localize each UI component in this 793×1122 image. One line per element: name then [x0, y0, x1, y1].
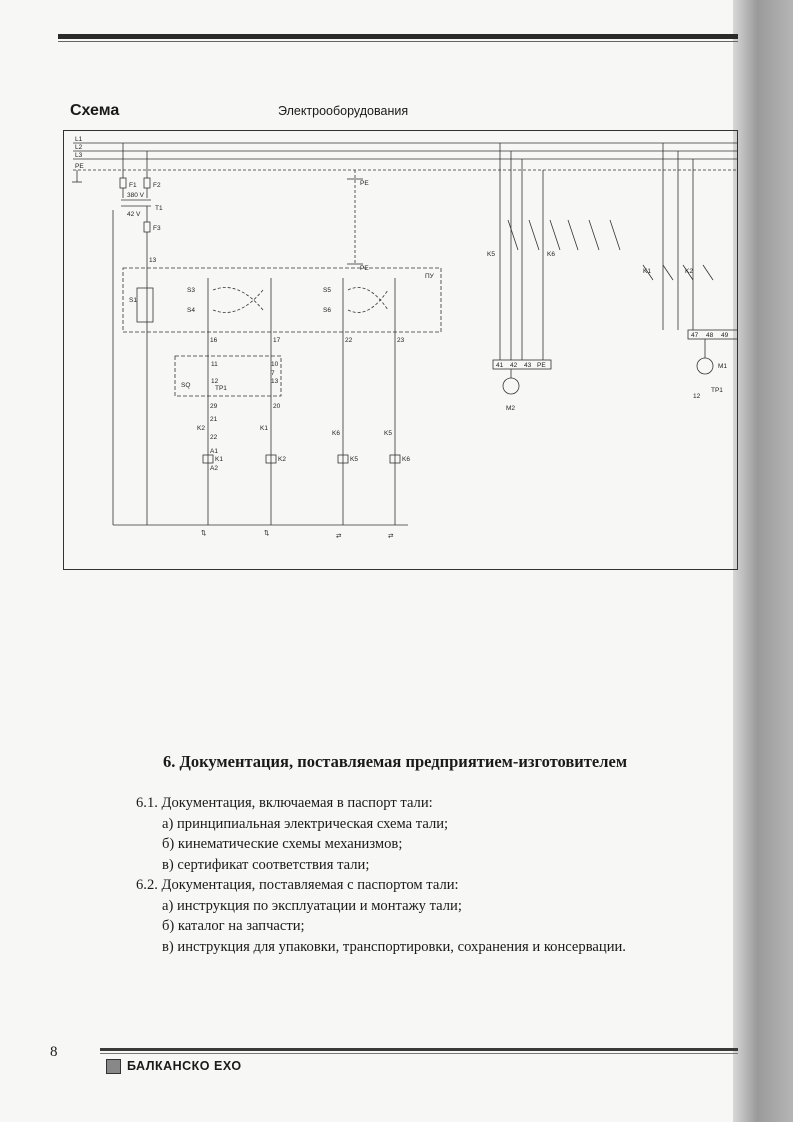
header-rule [58, 34, 738, 39]
coil-label: K1 [215, 456, 223, 463]
terminal-label: 42 [510, 362, 518, 369]
interlock-label: K1 [260, 425, 268, 432]
list-item: б) каталог на запчасти; [162, 918, 305, 934]
terminal-label: 43 [524, 362, 532, 369]
transformer-primary: 380 V [127, 192, 144, 199]
page-number: 8 [50, 1044, 58, 1060]
section-title: 6. Документация, поставляемая предприятием-изготовителем [163, 752, 628, 771]
wire-number: 22 [345, 337, 353, 344]
documentation-list [136, 793, 696, 957]
sq-label: SQ [181, 382, 191, 389]
pe-label: PE [360, 265, 369, 272]
list-item: 6.2. Документация, поставляемая с паспортом тали: [136, 877, 459, 893]
wire-number: 29 [210, 403, 218, 410]
list-item: 6.1. Документация, включаемая в паспорт тали: [136, 795, 433, 811]
bus-label: L3 [75, 152, 83, 159]
bus-label: PE [75, 163, 84, 170]
terminal-label: 48 [706, 332, 714, 339]
company-logo-icon [106, 1059, 121, 1074]
switch-label: S4 [187, 307, 195, 314]
switch-label: S3 [187, 287, 195, 294]
contactor-label: K5 [487, 251, 495, 258]
switch-label: S5 [323, 287, 331, 294]
wire-number: 16 [210, 337, 218, 344]
scheme-subtitle: Электрооборудования [278, 104, 409, 118]
list-item: а) принципиальная электрическая схема тали; [162, 815, 449, 832]
fuse-label: F3 [153, 225, 161, 232]
page-edge-shadow [733, 0, 793, 1122]
motor-label: M2 [506, 405, 516, 412]
coil-label: K5 [350, 456, 358, 463]
bus-label: L1 [75, 136, 83, 143]
interlock-label: K5 [384, 430, 392, 437]
bus-lines [73, 143, 738, 170]
bus-label: L2 [75, 144, 83, 151]
footer-rule [100, 1048, 738, 1051]
fuse-label: F2 [153, 182, 161, 189]
switch-label: S6 [323, 307, 331, 314]
list-item: в) сертификат соответствия тали; [162, 856, 370, 873]
contact-number: 21 [210, 416, 218, 423]
list-item: а) инструкция по эксплуатации и монтажу тали; [162, 897, 462, 914]
tp-side-label: TP1 [711, 387, 723, 394]
wire-number: 20 [273, 403, 281, 410]
list-item: б) кинематические схемы механизмов; [162, 836, 403, 852]
wire-number: 13 [149, 257, 157, 264]
wire-number: 17 [273, 337, 281, 344]
arrow-symbols [201, 530, 394, 540]
pe-label: PE [360, 180, 369, 187]
contactor-label: K1 [643, 268, 651, 275]
terminal-label: 49 [721, 332, 729, 339]
terminal-label: 47 [691, 332, 699, 339]
interlock-label: K2 [197, 425, 205, 432]
contactor-label: K6 [547, 251, 555, 258]
motor-label: M1 [718, 363, 728, 370]
contactor-label: K2 [685, 268, 693, 275]
transformer-secondary: 42 V [127, 211, 141, 218]
electrical-schematic [63, 130, 738, 570]
coil-label: K2 [278, 456, 286, 463]
switch-label: S1 [129, 297, 137, 304]
list-item: в) инструкция для упаковки, транспортировки, сохранения и консервации. [162, 938, 626, 955]
contact-number: A2 [210, 465, 218, 472]
svg-text:⇄: ⇄ [388, 533, 394, 540]
svg-text:⇅: ⇅ [201, 530, 207, 537]
control-box-label: ПУ [425, 273, 434, 280]
tp-label: TP1 [215, 385, 227, 392]
wire-number: 10 [271, 361, 279, 368]
contact-number: A1 [210, 448, 218, 455]
terminal-label: PE [537, 362, 546, 369]
interlock-label: K6 [332, 430, 340, 437]
terminal-label: 41 [496, 362, 504, 369]
svg-text:⇅: ⇅ [264, 530, 270, 537]
fuse-label: F1 [129, 182, 137, 189]
tp-side-pin: 12 [693, 393, 701, 400]
footer-rule-thin [100, 1053, 738, 1054]
transformer-label: T1 [155, 205, 163, 212]
wire-number: 11 [211, 361, 218, 368]
scheme-title: Схема [70, 102, 120, 119]
header-rule-thin [58, 41, 738, 42]
bus-labels [75, 136, 84, 170]
wire-number: 23 [397, 337, 405, 344]
company-name: БАЛКАНСКО ЕХО [127, 1059, 242, 1073]
wire-number: 7 [271, 370, 275, 377]
coil-label: K6 [402, 456, 410, 463]
contact-number: 22 [210, 434, 218, 441]
svg-text:⇄: ⇄ [336, 533, 342, 540]
wire-number: 13 [271, 378, 279, 385]
wire-number: 12 [211, 378, 219, 385]
